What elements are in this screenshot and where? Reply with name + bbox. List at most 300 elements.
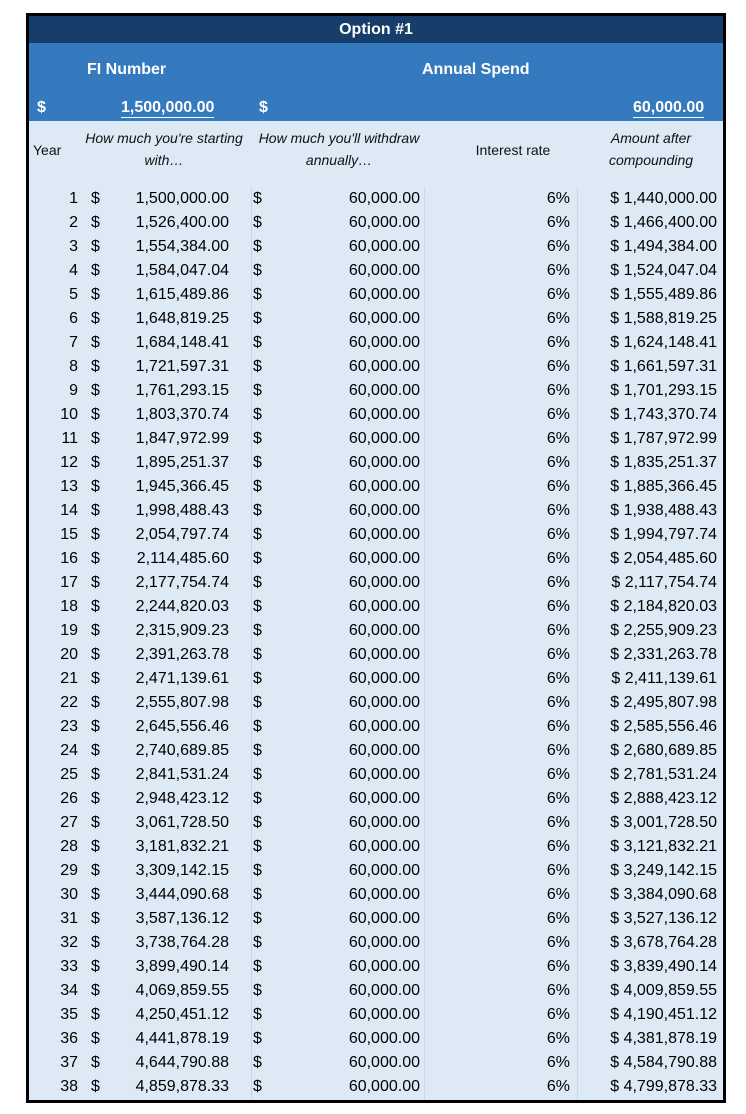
- year-cell[interactable]: 27: [60, 814, 78, 831]
- year-cell[interactable]: 2: [69, 214, 78, 231]
- fi-number-label: FI Number: [87, 61, 167, 78]
- starting-amount-cell[interactable]: 3,181,832.21: [135, 838, 229, 855]
- dollar-sign[interactable]: $: [91, 454, 100, 471]
- table-row: [29, 859, 723, 883]
- dollar-sign[interactable]: $: [91, 862, 100, 879]
- amount-after-cell[interactable]: $ 1,743,370.74: [610, 406, 717, 423]
- dollar-sign[interactable]: $: [91, 670, 100, 687]
- dollar-sign[interactable]: $: [91, 430, 100, 447]
- starting-amount-cell[interactable]: 1,895,251.37: [135, 454, 229, 471]
- starting-amount-cell[interactable]: 1,803,370.74: [135, 406, 229, 423]
- year-cell[interactable]: 23: [60, 718, 78, 735]
- dollar-sign[interactable]: $: [253, 286, 262, 303]
- starting-amount-cell[interactable]: 1,761,293.15: [135, 382, 229, 399]
- year-cell[interactable]: 17: [60, 574, 78, 591]
- amount-after-cell[interactable]: $ 3,001,728.50: [610, 814, 717, 831]
- amount-after-cell[interactable]: $ 2,054,485.60: [610, 550, 717, 567]
- starting-amount-cell[interactable]: 2,555,807.98: [135, 694, 229, 711]
- dollar-sign[interactable]: $: [253, 526, 262, 543]
- dollar-sign[interactable]: $: [91, 406, 100, 423]
- withdraw-amount-cell[interactable]: 60,000.00: [348, 982, 420, 999]
- starting-amount-cell[interactable]: 2,177,754.74: [135, 574, 229, 591]
- withdraw-amount-cell[interactable]: 60,000.00: [348, 958, 420, 975]
- year-cell[interactable]: 34: [60, 982, 78, 999]
- withdraw-amount-cell[interactable]: 60,000.00: [348, 286, 420, 303]
- dollar-sign[interactable]: $: [91, 790, 100, 807]
- table-row: [29, 211, 723, 235]
- dollar-sign[interactable]: $: [253, 886, 262, 903]
- dollar-sign[interactable]: $: [91, 502, 100, 519]
- starting-amount-cell[interactable]: 1,615,489.86: [135, 286, 229, 303]
- dollar-sign[interactable]: $: [253, 958, 262, 975]
- table-row: [29, 475, 723, 499]
- year-cell[interactable]: 10: [60, 406, 78, 423]
- table-row: [29, 571, 723, 595]
- dollar-sign[interactable]: $: [91, 334, 100, 351]
- amount-after-cell[interactable]: $ 4,009,859.55: [610, 982, 717, 999]
- interest-rate-cell[interactable]: 6%: [546, 958, 570, 975]
- interest-rate-cell[interactable]: 6%: [546, 670, 570, 687]
- interest-rate-cell[interactable]: 6%: [546, 1054, 570, 1071]
- dollar-sign[interactable]: $: [253, 862, 262, 879]
- value-row: [29, 97, 723, 121]
- amount-after-cell[interactable]: $ 1,835,251.37: [610, 454, 717, 471]
- dollar-sign[interactable]: $: [253, 190, 262, 207]
- year-cell[interactable]: 24: [60, 742, 78, 759]
- year-cell[interactable]: 32: [60, 934, 78, 951]
- dollar-sign[interactable]: $: [253, 238, 262, 255]
- table-row: [29, 283, 723, 307]
- amount-after-cell[interactable]: $ 2,117,754.74: [611, 574, 717, 591]
- dollar-sign[interactable]: $: [253, 910, 262, 927]
- interest-rate-cell[interactable]: 6%: [546, 190, 570, 207]
- starting-amount-cell[interactable]: 1,721,597.31: [135, 358, 229, 375]
- dollar-sign[interactable]: $: [91, 526, 100, 543]
- year-cell[interactable]: 5: [69, 286, 78, 303]
- amount-after-cell[interactable]: $ 3,249,142.15: [610, 862, 717, 879]
- amount-after-cell[interactable]: $ 2,184,820.03: [610, 598, 717, 615]
- table-row: [29, 595, 723, 619]
- dollar-sign[interactable]: $: [91, 718, 100, 735]
- withdraw-amount-cell[interactable]: 60,000.00: [348, 646, 420, 663]
- year-cell[interactable]: 22: [60, 694, 78, 711]
- dollar-sign[interactable]: $: [91, 358, 100, 375]
- withdraw-amount-cell[interactable]: 60,000.00: [348, 262, 420, 279]
- table-row: [29, 235, 723, 259]
- dollar-sign[interactable]: $: [253, 478, 262, 495]
- column-headers: [29, 121, 723, 183]
- year-cell[interactable]: 18: [60, 598, 78, 615]
- interest-rate-cell[interactable]: 6%: [546, 238, 570, 255]
- starting-amount-cell[interactable]: 1,998,488.43: [135, 502, 229, 519]
- dollar-sign[interactable]: $: [91, 934, 100, 951]
- dollar-sign[interactable]: $: [91, 190, 100, 207]
- amount-after-cell[interactable]: $ 3,527,136.12: [610, 910, 717, 927]
- dollar-sign[interactable]: $: [91, 598, 100, 615]
- dollar-sign[interactable]: $: [91, 982, 100, 999]
- starting-amount-cell[interactable]: 3,899,490.14: [135, 958, 229, 975]
- interest-rate-cell[interactable]: 6%: [546, 838, 570, 855]
- dollar-sign[interactable]: $: [253, 358, 262, 375]
- dollar-sign[interactable]: $: [91, 1006, 100, 1023]
- dollar-sign[interactable]: $: [91, 478, 100, 495]
- amount-after-cell[interactable]: $ 2,411,139.61: [611, 670, 717, 687]
- year-cell[interactable]: 28: [60, 838, 78, 855]
- table-row: [29, 715, 723, 739]
- amount-after-cell[interactable]: $ 2,331,263.78: [610, 646, 717, 663]
- table-row: [29, 499, 723, 523]
- amount-after-cell[interactable]: $ 1,938,488.43: [610, 502, 717, 519]
- starting-amount-cell[interactable]: 1,945,366.45: [135, 478, 229, 495]
- header-starting: How much you're starting with…: [85, 130, 243, 168]
- dollar-sign[interactable]: $: [91, 238, 100, 255]
- table-row: [29, 739, 723, 763]
- withdraw-amount-cell[interactable]: 60,000.00: [348, 742, 420, 759]
- dollar-sign[interactable]: $: [253, 502, 262, 519]
- dollar-sign[interactable]: $: [91, 694, 100, 711]
- interest-rate-cell[interactable]: 6%: [546, 358, 570, 375]
- withdraw-amount-cell[interactable]: 60,000.00: [348, 238, 420, 255]
- dollar-sign[interactable]: $: [253, 310, 262, 327]
- table-row: [29, 355, 723, 379]
- dollar-sign[interactable]: $: [91, 838, 100, 855]
- starting-amount-cell[interactable]: 1,554,384.00: [135, 238, 229, 255]
- interest-rate-cell[interactable]: 6%: [546, 526, 570, 543]
- dollar-sign[interactable]: $: [253, 934, 262, 951]
- dollar-sign[interactable]: $: [253, 550, 262, 567]
- withdraw-amount-cell[interactable]: 60,000.00: [348, 550, 420, 567]
- year-cell[interactable]: 8: [69, 358, 78, 375]
- interest-rate-cell[interactable]: 6%: [546, 502, 570, 519]
- withdraw-amount-cell[interactable]: 60,000.00: [348, 862, 420, 879]
- dollar-sign[interactable]: $: [253, 670, 262, 687]
- starting-amount-cell[interactable]: 1,526,400.00: [135, 214, 229, 231]
- year-cell[interactable]: 26: [60, 790, 78, 807]
- year-cell[interactable]: 29: [60, 862, 78, 879]
- interest-rate-cell[interactable]: 6%: [546, 790, 570, 807]
- data-rows: [29, 187, 723, 1099]
- dollar-sign[interactable]: $: [253, 790, 262, 807]
- withdraw-amount-cell[interactable]: 60,000.00: [348, 814, 420, 831]
- amount-after-cell[interactable]: $ 1,440,000.00: [610, 190, 717, 207]
- dollar-sign[interactable]: $: [91, 814, 100, 831]
- year-cell[interactable]: 38: [60, 1078, 78, 1095]
- amount-after-cell[interactable]: $ 1,588,819.25: [610, 310, 717, 327]
- starting-amount-cell[interactable]: 2,244,820.03: [135, 598, 229, 615]
- year-cell[interactable]: 20: [60, 646, 78, 663]
- table-row: [29, 883, 723, 907]
- year-cell[interactable]: 6: [69, 310, 78, 327]
- interest-rate-cell[interactable]: 6%: [546, 550, 570, 567]
- fi-dollar-sign: $: [37, 99, 46, 116]
- dollar-sign[interactable]: $: [91, 310, 100, 327]
- withdraw-amount-cell[interactable]: 60,000.00: [348, 454, 420, 471]
- year-cell[interactable]: 37: [60, 1054, 78, 1071]
- dollar-sign[interactable]: $: [91, 262, 100, 279]
- year-cell[interactable]: 19: [60, 622, 78, 639]
- dollar-sign[interactable]: $: [253, 814, 262, 831]
- dollar-sign[interactable]: $: [253, 694, 262, 711]
- withdraw-amount-cell[interactable]: 60,000.00: [348, 886, 420, 903]
- amount-after-cell[interactable]: $ 4,190,451.12: [610, 1006, 717, 1023]
- withdraw-amount-cell[interactable]: 60,000.00: [348, 718, 420, 735]
- interest-rate-cell[interactable]: 6%: [546, 934, 570, 951]
- year-cell[interactable]: 21: [60, 670, 78, 687]
- interest-rate-cell[interactable]: 6%: [546, 430, 570, 447]
- table-row: [29, 835, 723, 859]
- amount-after-cell[interactable]: $ 1,524,047.04: [610, 262, 717, 279]
- dollar-sign[interactable]: $: [91, 742, 100, 759]
- year-cell[interactable]: 4: [69, 262, 78, 279]
- interest-rate-cell[interactable]: 6%: [546, 1006, 570, 1023]
- interest-rate-cell[interactable]: 6%: [546, 766, 570, 783]
- interest-rate-cell[interactable]: 6%: [546, 742, 570, 759]
- year-cell[interactable]: 16: [60, 550, 78, 567]
- starting-amount-cell[interactable]: 4,441,878.19: [135, 1030, 229, 1047]
- year-cell[interactable]: 31: [60, 910, 78, 927]
- amount-after-cell[interactable]: $ 4,799,878.33: [610, 1078, 717, 1095]
- dollar-sign[interactable]: $: [91, 574, 100, 591]
- annual-spend-value[interactable]: 60,000.00: [633, 99, 705, 116]
- starting-amount-cell[interactable]: 1,500,000.00: [135, 190, 229, 207]
- year-cell[interactable]: 33: [60, 958, 78, 975]
- dollar-sign[interactable]: $: [253, 766, 262, 783]
- interest-rate-cell[interactable]: 6%: [546, 382, 570, 399]
- interest-rate-cell[interactable]: 6%: [546, 814, 570, 831]
- dollar-sign[interactable]: $: [253, 718, 262, 735]
- amount-after-cell[interactable]: $ 1,661,597.31: [610, 358, 717, 375]
- amount-after-cell[interactable]: $ 3,384,090.68: [610, 886, 717, 903]
- table-row: [29, 307, 723, 331]
- dollar-sign[interactable]: $: [253, 1078, 262, 1095]
- interest-rate-cell[interactable]: 6%: [546, 262, 570, 279]
- starting-amount-cell[interactable]: 3,444,090.68: [135, 886, 229, 903]
- year-cell[interactable]: 36: [60, 1030, 78, 1047]
- withdraw-amount-cell[interactable]: 60,000.00: [348, 526, 420, 543]
- starting-amount-cell[interactable]: 2,841,531.24: [135, 766, 229, 783]
- starting-amount-cell[interactable]: 2,471,139.61: [135, 670, 229, 687]
- amount-after-cell[interactable]: $ 4,381,878.19: [610, 1030, 717, 1047]
- interest-rate-cell[interactable]: 6%: [546, 478, 570, 495]
- interest-rate-cell[interactable]: 6%: [546, 886, 570, 903]
- starting-amount-cell[interactable]: 2,645,556.46: [135, 718, 229, 735]
- dollar-sign[interactable]: $: [91, 766, 100, 783]
- dollar-sign[interactable]: $: [253, 382, 262, 399]
- withdraw-amount-cell[interactable]: 60,000.00: [348, 358, 420, 375]
- year-cell[interactable]: 35: [60, 1006, 78, 1023]
- dollar-sign[interactable]: $: [253, 1054, 262, 1071]
- interest-rate-cell[interactable]: 6%: [546, 622, 570, 639]
- withdraw-amount-cell[interactable]: 60,000.00: [348, 934, 420, 951]
- amount-after-cell[interactable]: $ 1,555,489.86: [610, 286, 717, 303]
- amount-after-cell[interactable]: $ 2,781,531.24: [610, 766, 717, 783]
- amount-after-cell[interactable]: $ 1,885,366.45: [610, 478, 717, 495]
- interest-rate-cell[interactable]: 6%: [546, 982, 570, 999]
- withdraw-amount-cell[interactable]: 60,000.00: [348, 190, 420, 207]
- dollar-sign[interactable]: $: [253, 574, 262, 591]
- dollar-sign[interactable]: $: [253, 1030, 262, 1047]
- year-cell[interactable]: 11: [61, 430, 78, 447]
- interest-rate-cell[interactable]: 6%: [546, 574, 570, 591]
- withdraw-amount-cell[interactable]: 60,000.00: [348, 1054, 420, 1071]
- withdraw-amount-cell[interactable]: 60,000.00: [348, 910, 420, 927]
- dollar-sign[interactable]: $: [91, 382, 100, 399]
- starting-amount-cell[interactable]: 4,644,790.88: [135, 1054, 229, 1071]
- withdraw-amount-cell[interactable]: 60,000.00: [348, 622, 420, 639]
- dollar-sign[interactable]: $: [91, 1030, 100, 1047]
- starting-amount-cell[interactable]: 3,061,728.50: [135, 814, 229, 831]
- withdraw-amount-cell[interactable]: 60,000.00: [348, 478, 420, 495]
- table-row: [29, 667, 723, 691]
- amount-after-cell[interactable]: $ 3,678,764.28: [610, 934, 717, 951]
- starting-amount-cell[interactable]: 1,847,972.99: [135, 430, 229, 447]
- amount-after-cell[interactable]: $ 4,584,790.88: [610, 1054, 717, 1071]
- interest-rate-cell[interactable]: 6%: [546, 286, 570, 303]
- amount-after-cell[interactable]: $ 1,494,384.00: [610, 238, 717, 255]
- dollar-sign[interactable]: $: [91, 550, 100, 567]
- interest-rate-cell[interactable]: 6%: [546, 406, 570, 423]
- table-row: [29, 763, 723, 787]
- starting-amount-cell[interactable]: 3,738,764.28: [135, 934, 229, 951]
- starting-amount-cell[interactable]: 2,054,797.74: [135, 526, 229, 543]
- table-row: [29, 643, 723, 667]
- interest-rate-cell[interactable]: 6%: [546, 310, 570, 327]
- amount-after-cell[interactable]: $ 2,680,689.85: [610, 742, 717, 759]
- starting-amount-cell[interactable]: 4,250,451.12: [135, 1006, 229, 1023]
- dollar-sign[interactable]: $: [253, 214, 262, 231]
- withdraw-amount-cell[interactable]: 60,000.00: [348, 406, 420, 423]
- year-cell[interactable]: 7: [69, 334, 78, 351]
- interest-rate-cell[interactable]: 6%: [546, 910, 570, 927]
- dollar-sign[interactable]: $: [91, 958, 100, 975]
- withdraw-amount-cell[interactable]: 60,000.00: [348, 310, 420, 327]
- withdraw-amount-cell[interactable]: 60,000.00: [348, 502, 420, 519]
- table-row: [29, 1051, 723, 1075]
- dollar-sign[interactable]: $: [253, 646, 262, 663]
- withdraw-amount-cell[interactable]: 60,000.00: [348, 382, 420, 399]
- interest-rate-cell[interactable]: 6%: [546, 646, 570, 663]
- amount-after-cell[interactable]: $ 2,888,423.12: [610, 790, 717, 807]
- year-cell[interactable]: 9: [69, 382, 78, 399]
- withdraw-amount-cell[interactable]: 60,000.00: [348, 430, 420, 447]
- starting-amount-cell[interactable]: 2,315,909.23: [135, 622, 229, 639]
- dollar-sign[interactable]: $: [253, 742, 262, 759]
- starting-amount-cell[interactable]: 2,740,689.85: [135, 742, 229, 759]
- withdraw-amount-cell[interactable]: 60,000.00: [348, 214, 420, 231]
- amount-after-cell[interactable]: $ 1,466,400.00: [610, 214, 717, 231]
- interest-rate-cell[interactable]: 6%: [546, 454, 570, 471]
- withdraw-amount-cell[interactable]: 60,000.00: [348, 670, 420, 687]
- starting-amount-cell[interactable]: 2,391,263.78: [135, 646, 229, 663]
- year-cell[interactable]: 15: [60, 526, 78, 543]
- dollar-sign[interactable]: $: [91, 910, 100, 927]
- table-row: [29, 931, 723, 955]
- withdraw-amount-cell[interactable]: 60,000.00: [348, 790, 420, 807]
- dollar-sign[interactable]: $: [91, 646, 100, 663]
- interest-rate-cell[interactable]: 6%: [546, 1078, 570, 1095]
- year-cell[interactable]: 25: [60, 766, 78, 783]
- year-cell[interactable]: 14: [60, 502, 78, 519]
- withdraw-amount-cell[interactable]: 60,000.00: [348, 1030, 420, 1047]
- withdraw-amount-cell[interactable]: 60,000.00: [348, 1078, 420, 1095]
- table-row: [29, 1075, 723, 1099]
- dollar-sign[interactable]: $: [253, 406, 262, 423]
- dollar-sign[interactable]: $: [253, 334, 262, 351]
- table-row: [29, 811, 723, 835]
- withdraw-amount-cell[interactable]: 60,000.00: [348, 574, 420, 591]
- interest-rate-cell[interactable]: 6%: [546, 214, 570, 231]
- starting-amount-cell[interactable]: 3,309,142.15: [135, 862, 229, 879]
- year-cell[interactable]: 13: [60, 478, 78, 495]
- table-row: [29, 451, 723, 475]
- dollar-sign[interactable]: $: [253, 598, 262, 615]
- dollar-sign[interactable]: $: [91, 886, 100, 903]
- interest-rate-cell[interactable]: 6%: [546, 862, 570, 879]
- starting-amount-cell[interactable]: 1,648,819.25: [135, 310, 229, 327]
- spend-dollar-sign: $: [259, 99, 268, 116]
- year-cell[interactable]: 1: [69, 190, 78, 207]
- dollar-sign[interactable]: $: [253, 1006, 262, 1023]
- fi-number-value[interactable]: 1,500,000.00: [121, 99, 215, 116]
- dollar-sign[interactable]: $: [253, 622, 262, 639]
- amount-after-cell[interactable]: $ 2,255,909.23: [610, 622, 717, 639]
- table-row: [29, 979, 723, 1003]
- dollar-sign[interactable]: $: [91, 1078, 100, 1095]
- interest-rate-cell[interactable]: 6%: [546, 598, 570, 615]
- withdraw-amount-cell[interactable]: 60,000.00: [348, 334, 420, 351]
- table-row: [29, 427, 723, 451]
- year-cell[interactable]: 12: [60, 454, 78, 471]
- starting-amount-cell[interactable]: 1,684,148.41: [135, 334, 229, 351]
- withdraw-amount-cell[interactable]: 60,000.00: [348, 694, 420, 711]
- starting-amount-cell[interactable]: 4,859,878.33: [135, 1078, 229, 1095]
- dollar-sign[interactable]: $: [253, 454, 262, 471]
- header-after-compounding: Amount after compounding: [608, 130, 694, 168]
- starting-amount-cell[interactable]: 3,587,136.12: [135, 910, 229, 927]
- dollar-sign[interactable]: $: [253, 838, 262, 855]
- withdraw-amount-cell[interactable]: 60,000.00: [348, 598, 420, 615]
- withdraw-amount-cell[interactable]: 60,000.00: [348, 838, 420, 855]
- dollar-sign[interactable]: $: [91, 622, 100, 639]
- amount-after-cell[interactable]: $ 1,624,148.41: [610, 334, 717, 351]
- amount-after-cell[interactable]: $ 1,787,972.99: [610, 430, 717, 447]
- amount-after-cell[interactable]: $ 2,585,556.46: [610, 718, 717, 735]
- dollar-sign[interactable]: $: [253, 262, 262, 279]
- starting-amount-cell[interactable]: 1,584,047.04: [135, 262, 229, 279]
- dollar-sign[interactable]: $: [253, 430, 262, 447]
- interest-rate-cell[interactable]: 6%: [546, 334, 570, 351]
- amount-after-cell[interactable]: $ 3,121,832.21: [610, 838, 717, 855]
- amount-after-cell[interactable]: $ 3,839,490.14: [610, 958, 717, 975]
- amount-after-cell[interactable]: $ 1,994,797.74: [610, 526, 717, 543]
- starting-amount-cell[interactable]: 2,948,423.12: [135, 790, 229, 807]
- interest-rate-cell[interactable]: 6%: [546, 718, 570, 735]
- amount-after-cell[interactable]: $ 1,701,293.15: [610, 382, 717, 399]
- starting-amount-cell[interactable]: 4,069,859.55: [135, 982, 229, 999]
- interest-rate-cell[interactable]: 6%: [546, 694, 570, 711]
- dollar-sign[interactable]: $: [91, 1054, 100, 1071]
- dollar-sign[interactable]: $: [91, 214, 100, 231]
- starting-amount-cell[interactable]: 2,114,485.60: [136, 550, 229, 567]
- interest-rate-cell[interactable]: 6%: [546, 1030, 570, 1047]
- withdraw-amount-cell[interactable]: 60,000.00: [348, 1006, 420, 1023]
- year-cell[interactable]: 3: [69, 238, 78, 255]
- dollar-sign[interactable]: $: [91, 286, 100, 303]
- withdraw-amount-cell[interactable]: 60,000.00: [348, 766, 420, 783]
- dollar-sign[interactable]: $: [253, 982, 262, 999]
- year-cell[interactable]: 30: [60, 886, 78, 903]
- amount-after-cell[interactable]: $ 2,495,807.98: [610, 694, 717, 711]
